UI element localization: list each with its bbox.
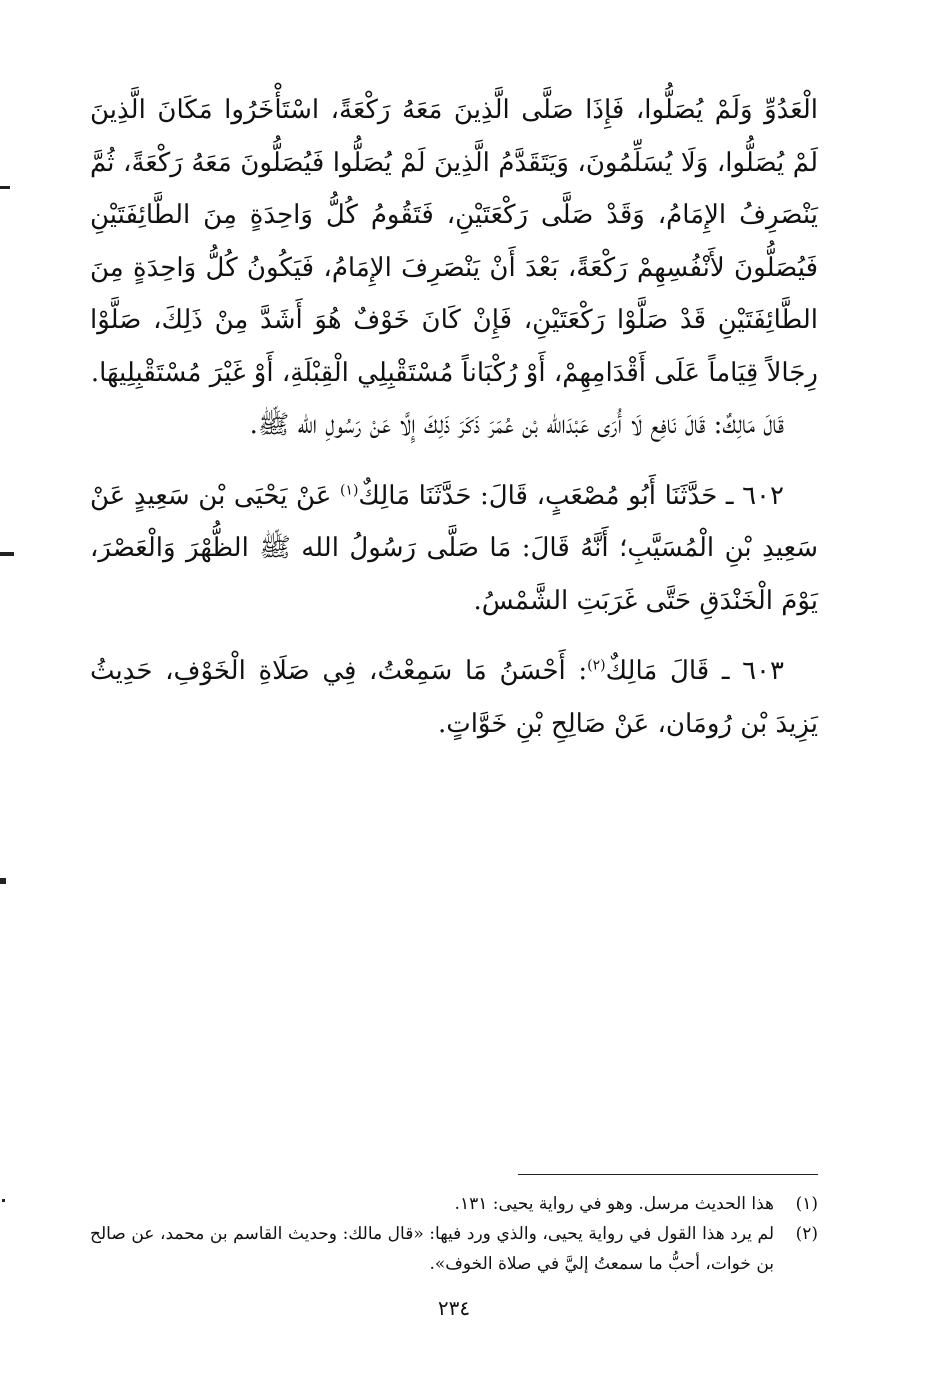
footnote-text: لم يرد هذا القول في رواية يحيى، والذي ورد فيها: «قال مالك: وحديث القاسم بن محمد، عن صالح بن خوات، أحبُّ ما سمعتُ إليَّ في صلاة الخوف». <box>90 1224 774 1274</box>
footnote-ref-2: (٢) <box>587 657 606 674</box>
footnote-number: (٢) <box>795 1224 818 1244</box>
book-page <box>90 84 818 1384</box>
footnote-number: (١) <box>795 1194 818 1214</box>
footnote-text: هذا الحديث مرسل. وهو في رواية يحيى: ١٣١. <box>454 1194 774 1214</box>
scan-edge-mark <box>0 552 14 556</box>
scan-edge-mark <box>2 1199 5 1202</box>
scan-edge-mark <box>0 878 6 884</box>
hadith-603-text-end: : أَحْسَنُ مَا سَمِعْتُ، فِي صَلَاةِ الْخَوْفِ، حَدِيثُ يَزِيدَ بْن رُومَان، عَنْ صَالِحِ بْنِ خَوَّاتٍ. <box>90 656 818 739</box>
page-number: ٢٣٤ <box>437 1296 471 1320</box>
main-text <box>90 84 818 750</box>
footnote-ref-1: (١) <box>339 481 359 498</box>
hadith-602-text-start: ٦٠٢ ـ حَدَّثَنَا أَبُو مُصْعَبٍ، قَالَ: حَدَّثَنَا مَالِكٌ <box>358 480 784 511</box>
footnotes <box>90 1174 818 1279</box>
footnote-1 <box>90 1189 818 1219</box>
hadith-603-text-start: ٦٠٣ ـ قَالَ مَالِكٌ <box>605 656 784 686</box>
paragraph-spacer <box>90 627 818 645</box>
hadith-602-text-end: عَنْ يَحْيَى بْن سَعِيدٍ عَنْ سَعِيدِ بْنِ الْمُسَيَّبِ؛ أَنَّهُ قَالَ: مَا صَلَّى رَسُولُ الله ﷺ الظُّهْرَ وَالْعَصْرَ، يَوْمَ الْخَنْدَقِ حَتَّى غَرَبَتِ الشَّمْسُ. <box>90 480 818 616</box>
paragraph-2: قَالَ مَالِكٌ: قَالَ نَافِع لَا أُرَى عَبْدَالله بْن عُمَرَ ذَكَرَ ذَلِكَ إِلَّا عَنْ رَسُولِ الله ﷺ. <box>249 410 784 440</box>
footnote-divider <box>518 1174 818 1175</box>
footnote-2 <box>90 1219 818 1279</box>
paragraph-1: الْعَدُوِّ وَلَمْ يُصَلُّوا، فَإِذَا صَلَّى الَّذِينَ مَعَهُ رَكْعَةً، اسْتَأْخَرُوا مَكَانَ الَّذِينَ لَمْ يُصَلُّوا، وَلَا يُسَلِّمُونَ، وَيَتَقَدَّمُ الَّذِينَ لَمْ يُصَلُّوا فَيُصَلُّونَ مَعَهُ رَكْعَةً، ثُمَّ يَنْصَرِفُ الإِمَامُ، وَقَدْ صَلَّى رَكْعَتَيْنِ، فَتَقُومُ كُلُّ وَاحِدَةٍ مِنَ الطَّائِفَتَيْنِ فَيُصَلُّونَ لأَنْفُسِهِمْ رَكْعَةً، بَعْدَ أَنْ يَنْصَرِفَ الإِمَامُ، فَيَكُونُ كُلُّ وَاحِدَةٍ مِنَ الطَّائِفَتَيْنِ قَدْ صَلَّوْا رَكْعَتَيْنِ، فَإِنْ كَانَ خَوْفٌ هُوَ أَشَدَّ مِنْ ذَلِكَ، صَلَّوْا رِجَالاً قِيَاماً عَلَى أَقْدَامِهِمْ، أَوْ رُكْبَاناً مُسْتَقْبِلِي الْقِبْلَةِ، أَوْ غَيْرَ مُسْتَقْبِلِيهَا. <box>90 95 818 388</box>
scan-edge-mark <box>0 186 10 189</box>
paragraph-spacer <box>90 452 818 470</box>
hadith-602 <box>90 470 818 628</box>
hadith-603 <box>90 645 818 750</box>
